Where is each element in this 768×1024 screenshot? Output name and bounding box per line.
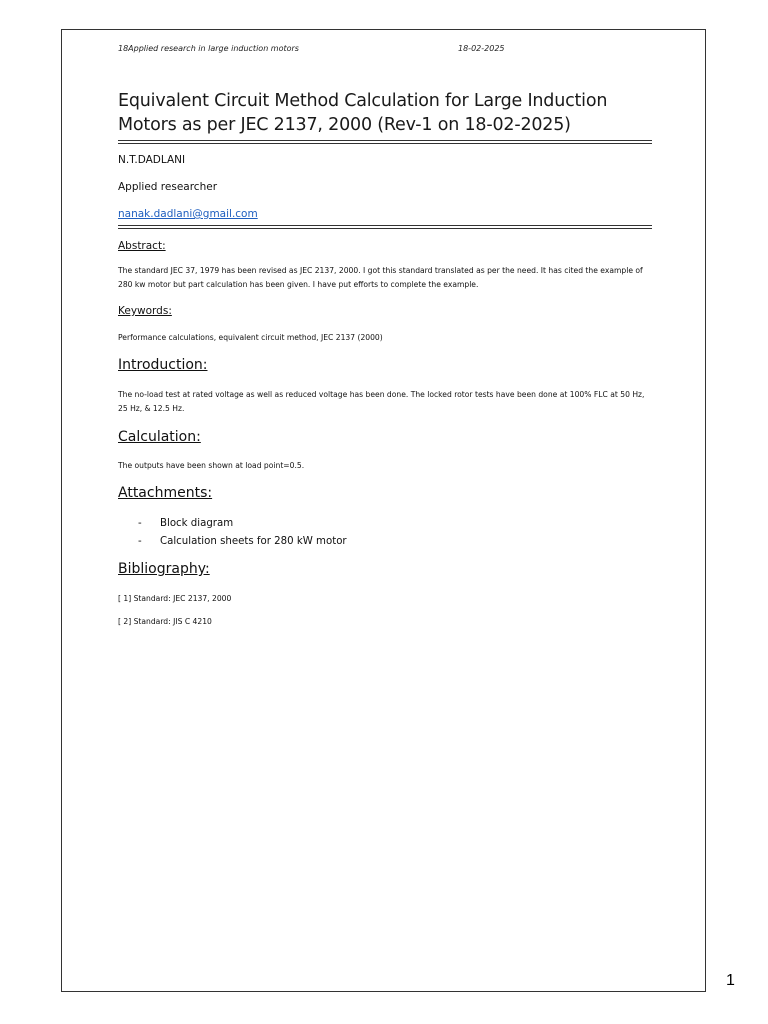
attachment-label: Block diagram [160,518,234,529]
abstract-text: The standard JEC 37, 1979 has been revised as JEC 2137, 2000. I got this standard translated as per the need. It has cited the example of 280 kw motor but part calculation has been given. I have put efforts to complete the example. [118,266,643,289]
document-title: Equivalent Circuit Method Calculation for Large Induction Motors as per JEC 2137, 2000 (Rev-1 on 18-02-2025) [118,91,608,135]
author-rule [118,225,652,229]
attachment-item-calculation-sheets [138,533,347,551]
bibliography-ref-2: [ 2] Standard: JIS C 4210 [118,617,212,626]
attachments-list [138,515,347,551]
introduction-heading: Introduction: [118,357,208,373]
calculation-heading: Calculation: [118,429,201,445]
calculation-text: The outputs have been shown at load point=0.5. [118,461,305,470]
running-title: 18Applied research in large induction motors [118,44,299,53]
document-page [61,29,706,992]
bullet-dash: - [138,536,142,547]
attachments-heading: Attachments: [118,485,213,501]
running-header [118,44,652,53]
author-email-link[interactable]: nanak.dadlani@gmail.com [118,208,258,220]
bullet-dash: - [138,518,142,529]
header-date: 18-02-2025 [458,44,505,53]
bibliography-heading: Bibliography: [118,561,210,577]
attachment-item-block-diagram [138,515,347,533]
bibliography-ref-1: [ 1] Standard: JEC 2137, 2000 [118,594,232,603]
page-number: 1 [726,972,735,989]
author-name: N.T.DADLANI [118,154,186,166]
keywords-text: Performance calculations, equivalent circuit method, JEC 2137 (2000) [118,333,383,342]
introduction-text: The no-load test at rated voltage as well as reduced voltage has been done. The locked rotor tests have been done at 100% FLC at 50 Hz, 25 Hz, & 12.5 Hz. [118,390,645,413]
author-role: Applied researcher [118,181,218,193]
abstract-heading: Abstract: [118,240,166,252]
title-rule [118,140,652,144]
keywords-heading: Keywords: [118,305,172,317]
attachment-label: Calculation sheets for 280 kW motor [160,536,347,547]
